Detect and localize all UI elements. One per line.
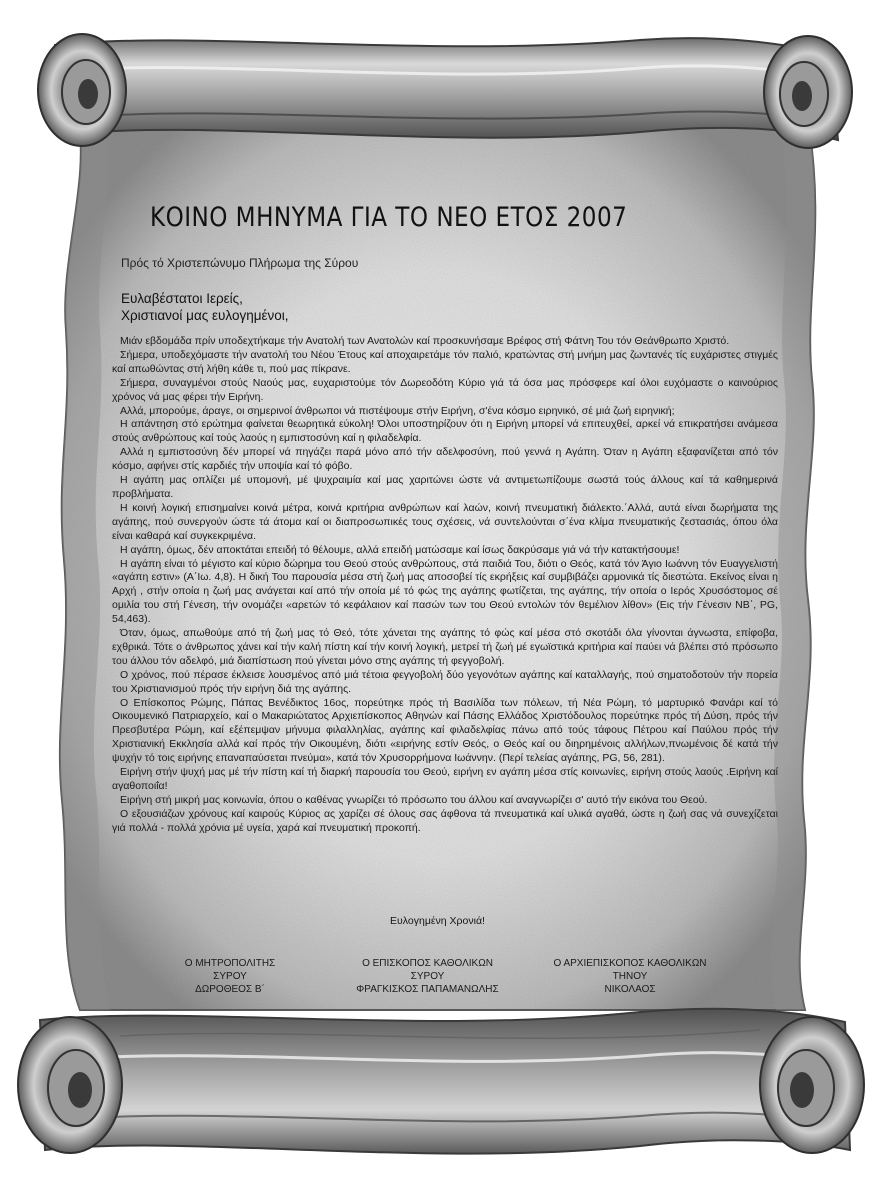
signature-line: ΦΡΑΓΚΙΣΚΟΣ ΠΑΠΑΜΑΝΩΛΗΣ [356, 984, 499, 995]
addressee-line: Πρός τό Χριστεπώνυμο Πλήρωμα της Σύρου [121, 256, 359, 270]
body-paragraph: Όταν, όμως, απωθούμε από τή ζωή μας τό Θεό, τότε χάνεται της αγάπης τό φώς καί μέσα στό σκοτάδι όλα γίνονται άγνωστα, επίφοβα, εχθρικά. Τότε ο άνθρωπος χάνει καί τήν καλή πίστη καί τήν κοινή λογική, μετρεί τή ζωή μέ εγωϊστικά κριτήρια καί παύει νά βλέπει στό πρόσωπο του άλλου τόν αδελφό, μιά διαπίστωση πού γίνεται μόνο στης αγάπης τή φεγγοβολή. [112, 627, 778, 667]
signature-catholic-archbishop [545, 957, 715, 996]
body-paragraph: Ο εξουσιάζων χρόνους καί καιρούς Κύριος ας χαρίζει σέ όλους σας άφθονα τά πνευματικά καί υλικά αγαθά, ώστε η ζωή σας νά συνεχίζεται γιά πολλά - πολλά χρόνια μέ υγεία, χαρά καί πνευματική προκοπή. [112, 807, 778, 834]
body-paragraph: Αλλά, μπορούμε, άραγε, οι σημερινοί άνθρωποι νά πιστέψουμε στήν Ειρήνη, σ'ένα κόσμο ειρηνικό, σέ μιά ζωή ειρηνική; [120, 404, 675, 417]
body-paragraph: Η απάντηση στό ερώτημα φαίνεται θεωρητικά εύκολη! Όλοι υποστηρίζουν ότι η Ειρήνη μπορεί νά επιτευχθεί, αρκεί νά επικρατήσει ανάμεσα στούς ανθρώπους καί τούς λαούς η εμπιστοσύνη καί η φιλαδελφία. [112, 418, 778, 445]
body-paragraph: Σήμερα, συναγμένοι στούς Ναούς μας, ευχαριστούμε τόν Δωρεοδότη Κύριο γιά τά όσα μας πρόσφερε καί όλοι ευχόμαστε ο καινούριος χρόνος νά μας φέρει τήν Ειρήνη. [112, 376, 778, 403]
signature-line: Ο ΕΠΙΣΚΟΠΟΣ ΚΑΘΟΛΙΚΩΝ [362, 958, 493, 969]
body-paragraph: Η αγάπη είναι τό μέγιστο καί κύριο δώρημα του Θεού στούς ανθρώπους, στά παιδιά Του, διότι ο Θεός, κατά τόν Άγιο Ιωάννη τόν Ευαγγελιστή «αγάπη εστιν» (Α΄Ιω. 4,8). Η δική Του παρουσία μέσα στή ζωή μας αποσοβεί τίς εκρήξεις καί συμβιβάζει αρμονικά τίς διεστώτα. Εκείνος είναι η Αρχή , στήν οποία η ζωή μας ανάγεται καί από τήν οποία μέ τό φώς της αγάπης φωτίζεται, της αγάπης, τήν οποία ο Ιερός Χρυσόστομος σέ ομιλία του στή Γένεση, τήν ονομάζει «αρετών τό κεφάλαιον καί πασών των του Θεού εντολών τόν θεμέλιον λίθον» (Εις τήν Γένεσιν ΝΒ΄, PG, 54,463). [112, 557, 778, 626]
body-paragraph: Ο χρόνος, πού πέρασε έκλεισε λουσμένος από μιά τέτοια φεγγοβολή δύο γεγονότων αγάπης καί καταλλαγής, πού σηματοδοτούν τήν πορεία του Χριστιανισμού πρός τήν ειρήνη διά της αγάπης. [112, 668, 778, 695]
salutation-line: Χριστιανοί μας ευλογημένοι, [121, 308, 289, 323]
body-paragraph: Ειρήνη στή μικρή μας κοινωνία, όπου ο καθένας γνωρίζει τό πρόσωπο του άλλου καί αναγνωρίζει σ' αυτό τήν εικόνα του Θεού. [120, 793, 708, 806]
body-paragraph: Η κοινή λογική επισημαίνει κοινά μέτρα, κοινά κριτήρια ανθρώπων καί λαών, κοινή πνευματική διάλεκτο.΄Αλλά, αυτά είναι δωρήματα της αγάπης, πού συνεργούν ώστε τά άτομα καί οι διαπροσωπικές τους σχέσεις, νά συντελούνται σ΄ένα κλίμα πνευματικής ζεστασιάς, όπου όλα είναι καθαρά καί συγκεκριμένα. [112, 501, 778, 542]
body-paragraph: Η αγάπη μας οπλίζει μέ υπομονή, μέ ψυχραιμία καί μας χαριτώνει ώστε νά αντιμετωπίζουμε σωστά τούς άλλους καί τά καθημερινά προβλήματα. [112, 474, 778, 500]
signature-catholic-bishop [335, 957, 520, 996]
body-paragraph: Ο Επίσκοπος Ρώμης, Πάπας Βενέδικτος 16ος, πορεύτηκε πρός τή Βασιλίδα των πόλεων, τή Νέα Ρώμη, τό μαρτυρικό Φανάρι καί τό Οικουμενικό Πατριαρχείο, καί ο Μακαριώτατος Αρχιεπίσκοπος Αθηνών καί Πάσης Ελλάδος Χριστόδουλος πορεύτηκε πρός τή Δύση, πρός τήν Πρεσβυτέρα Ρώμη, καί εξέπεμψαν μήνυμα φιλαλληλίας, αγάπης καί φιλαδελφίας πάνω από τούς τάφους Πέτρου καί Παύλου πρός τήν Χριστιανική Εκκλησία αλλά καί πρός τήν Οικουμένη, διότι «ειρήνης εστίν Θεός, ο Θεός καί ου διηρημένοις αλλήλων,πνωμένοις δέ κατά τήν ψυχήν τό τοις ειρήνης επαναπαύσεται πνεύμα», κατά τόν Χρυσορρήμονα Ιωάννην. (Περί τελείας αγάπης, PG, 56, 281). [112, 696, 778, 765]
body-paragraph: Ειρήνη στήν ψυχή μας μέ τήν πίστη καί τή διαρκή παρουσία του Θεού, ειρήνη εν αγάπη μέσα στίς κοινωνίες, ειρήνη στούς λαούς .Ειρήνη καί αγαθοποιΐα! [112, 766, 778, 792]
salutation [121, 290, 289, 324]
closing-greeting: Ευλογημένη Χρονιά! [390, 915, 485, 927]
letter-body [112, 335, 778, 836]
signature-line: ΝΙΚΟΛΑΟΣ [604, 984, 656, 995]
signature-line: ΔΩΡΟΘΕΟΣ Β΄ [195, 984, 265, 995]
signature-line: Ο ΑΡΧΙΕΠΙΣΚΟΠΟΣ ΚΑΘΟΛΙΚΩΝ [553, 958, 707, 969]
body-paragraph: Μιάν εβδομάδα πρίν υποδεχτήκαμε τήν Ανατολή των Ανατολών καί προσκυνήσαμε Βρέφος στή Φάτνη Του τόν Θεάνθρωπο Χριστό. [120, 335, 730, 347]
signature-metropolitan [160, 957, 300, 996]
salutation-line: Ευλαβέστατοι Ιερείς, [121, 291, 243, 306]
body-paragraph: Σήμερα, υποδεχόμαστε τήν ανατολή του Νέου Έτους καί αποχαιρετάμε τόν παλιό, κρατώντας στή μνήμη μας ζωντανές τίς ευχάριστες στιγμές καί απωθώντας στή λήθη κάθε τι, πού μας πίκρανε. [112, 348, 778, 375]
signature-line: ΣΥΡΟΥ [213, 971, 247, 982]
signature-line: ΣΥΡΟΥ [410, 971, 445, 982]
signature-line: Ο ΜΗΤΡΟΠΟΛΙΤΗΣ [184, 958, 276, 969]
body-paragraph: Αλλά η εμπιστοσύνη δέν μπορεί νά πηγάζει παρά μόνο από τήν αδελφοσύνη, πού γεννά η Αγάπη. Όταν η Αγάπη εξαφανίζεται από τόν κόσμο, αφήνει στίς καρδιές τήν υποψία καί τό φόβο. [112, 446, 778, 473]
body-paragraph: Η αγάπη, όμως, δέν αποκτάται επειδή τό θέλουμε, αλλά επειδή ματώσαμε καί ίσως δακρύσαμε γιά νά τήν κατακτήσουμε! [120, 543, 680, 556]
document-title: ΚΟΙΝΟ ΜΗΝΥΜΑ ΓΙΑ ΤΟ ΝΕΟ ΕΤΟΣ 2007 [150, 202, 628, 233]
signature-line: ΤΗΝΟΥ [612, 971, 648, 982]
